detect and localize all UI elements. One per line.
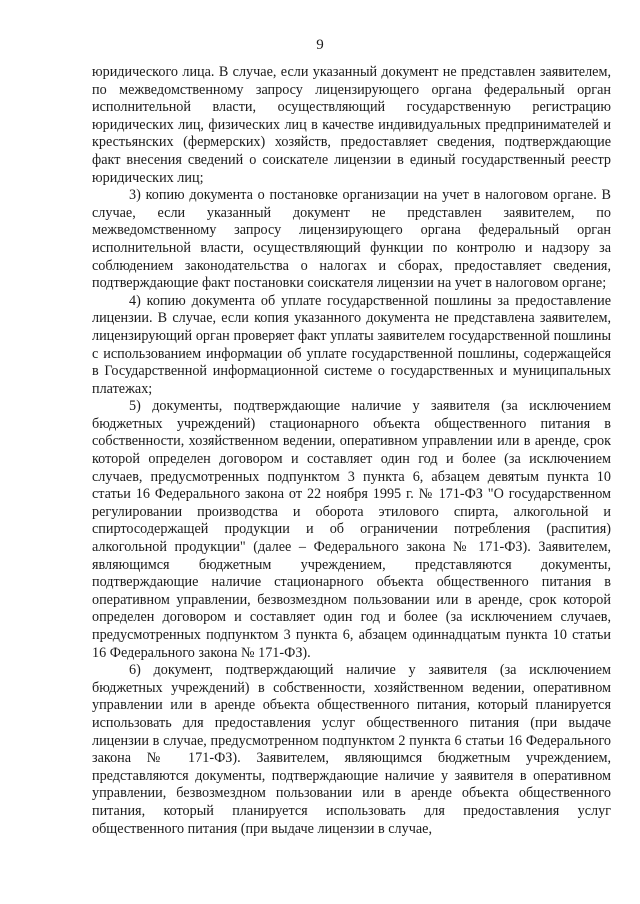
paragraph-item-6: 6) документ, подтверждающий наличие у заявителя (за исключением бюджетных учреждений) в собственности, хозяйственном ведении, оперативном управлении или в аренде объекта общественного питания, который планируется использовать для предоставления услуг общественного питания (при выдаче лицензии в случае, предусмотренном подпунктом 2 пункта 6 статьи 16 Федерального закона № 171-ФЗ). Заявителем, являющимся бюджетным учреждением, представляются документы, подтверждающие наличие у заявителя в оперативном управлении, безвозмездном пользовании или в аренде объекта общественного питания, который планируется использовать для предоставления услуг общественного питания (при выдаче лицензии в случае,: [92, 662, 611, 837]
paragraph-continuation: юридического лица. В случае, если указанный документ не представлен заявителем, по межведомственному запросу лицензирующего органа федеральный орган исполнительной власти, осуществляющий государственную регистрацию юридических лиц, физических лиц в качестве индивидуальных предпринимателей и крестьянских (фермерских) хозяйств, предоставляет сведения, подтверждающие факт внесения сведений о соискателе лицензии в единый государственный реестр юридических лиц;: [92, 64, 611, 186]
paragraph-item-3: 3) копию документа о постановке организации на учет в налоговом органе. В случае, если указанный документ не представлен заявителем, по межведомственному запросу лицензирующего органа федеральный орган исполнительной власти, осуществляющий функции по контролю и надзору за соблюдением законодательства о налогах и сборах, предоставляет сведения, подтверждающие факт постановки соискателя лицензии на учет в налоговом органе;: [92, 187, 611, 292]
paragraph-item-5: 5) документы, подтверждающие наличие у заявителя (за исключением бюджетных учреждений) стационарного объекта общественного питания в собственности, хозяйственном ведении, оперативном управлении или в аренде, срок которой определен договором и составляет один год и более (за исключением случаев, предусмотренных подпунктом 3 пункта 6, абзацем девятым пункта 10 статьи 16 Федерального закона от 22 ноября 1995 г. № 171-ФЗ "О государственном регулировании производства и оборота этилового спирта, алкогольной и спиртосодержащей продукции и об ограничении потребления (распития) алкогольной продукции" (далее – Федерального закона № 171-ФЗ). Заявителем, являющимся бюджетным учреждением, представляются документы, подтверждающие наличие стационарного объекта общественного питания в оперативном управлении, безвозмездном пользовании или в аренде, срок которой определен договором и составляет один год и более (за исключением случаев, предусмотренных подпунктом 3 пункта 6, абзацем одиннадцатым пункта 10 статьи 16 Федерального закона № 171-ФЗ).: [92, 398, 611, 661]
document-body: [92, 64, 611, 838]
page-number: 9: [316, 37, 324, 53]
paragraph-item-4: 4) копию документа об уплате государственной пошлины за предоставление лицензии. В случае, если копия указанного документа не представлена заявителем, лицензирующий орган проверяет факт уплаты заявителем государственной пошлины с использованием информации об уплате государственной пошлины, содержащейся в Государственной информационной системе о государственных и муниципальных платежах;: [92, 292, 611, 397]
